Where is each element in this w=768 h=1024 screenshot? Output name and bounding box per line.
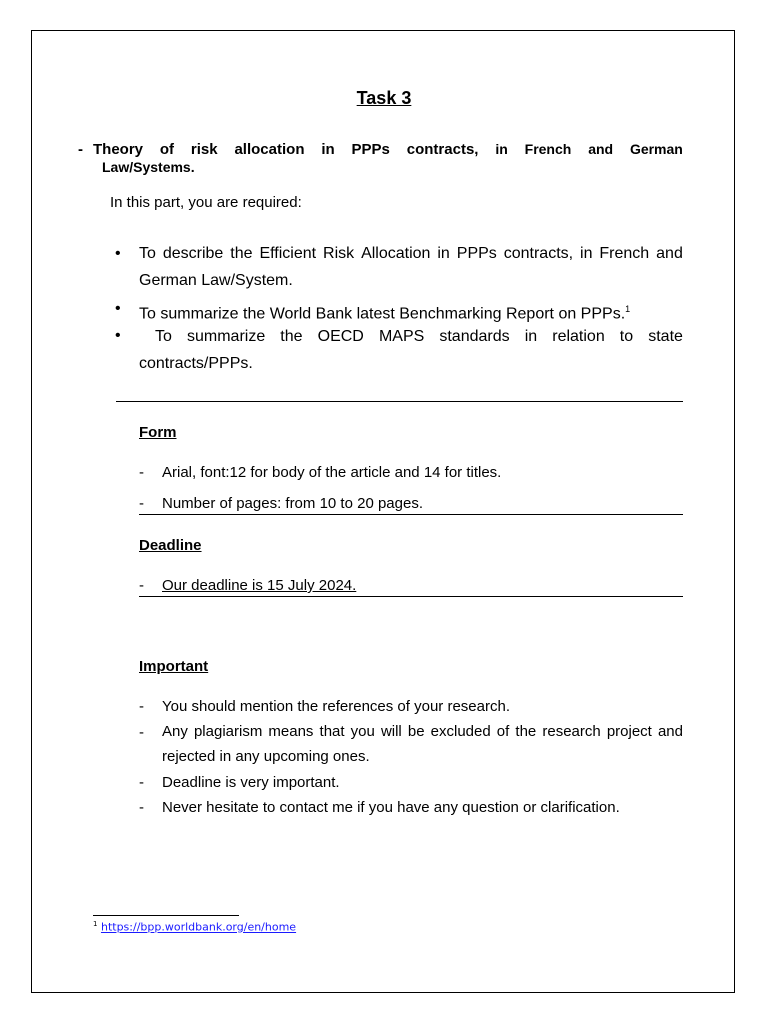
- footnote-separator: [93, 915, 239, 916]
- requirement-item-1: [139, 240, 683, 294]
- footnote-link[interactable]: https://bpp.worldbank.org/en/home: [100, 920, 297, 934]
- word: plagiarism: [193, 723, 263, 740]
- word: Risk: [323, 245, 355, 262]
- word: project: [606, 723, 652, 740]
- intro-text: In this part, you are required:: [110, 194, 302, 211]
- word: PPPs: [456, 245, 497, 262]
- requirement-item-3: [155, 323, 683, 350]
- form-underline: [139, 514, 683, 515]
- important-dash: -: [139, 698, 144, 715]
- word: and: [657, 723, 683, 740]
- word: To: [155, 328, 172, 345]
- word: state: [648, 328, 683, 345]
- word: excluded: [430, 723, 491, 740]
- footnote-number: 1: [93, 920, 98, 928]
- word: of: [496, 723, 510, 740]
- word: describe: [162, 245, 224, 262]
- word: in: [580, 245, 593, 262]
- heading-word: and: [588, 141, 614, 157]
- word: means: [268, 723, 314, 740]
- word: in: [524, 328, 538, 345]
- heading-word: in: [321, 141, 335, 158]
- heading-word: Theory: [93, 141, 144, 158]
- requirement-1-line2: German Law/System.: [139, 272, 293, 289]
- important-item-2: [162, 719, 683, 769]
- word: To: [139, 245, 156, 262]
- deadline-title: Deadline: [139, 537, 202, 554]
- word: Any: [162, 723, 188, 740]
- heading-word: French: [524, 141, 572, 157]
- important-item-1: You should mention the references of your research.: [162, 698, 510, 715]
- form-dash: -: [139, 495, 144, 512]
- word: you: [350, 723, 375, 740]
- word: MAPS: [378, 328, 425, 345]
- word: contracts,: [503, 245, 574, 262]
- word: will: [380, 723, 402, 740]
- deadline-dash: -: [139, 577, 144, 594]
- heading-dash: -: [78, 141, 83, 158]
- word: relation: [552, 328, 605, 345]
- form-item-2: Number of pages: from 10 to 20 pages.: [162, 495, 423, 512]
- important-dash: -: [139, 724, 144, 741]
- heading-word: allocation: [234, 141, 305, 158]
- section-divider: [116, 401, 683, 402]
- word: research: [542, 723, 601, 740]
- heading-word: risk: [190, 141, 218, 158]
- word: in: [437, 245, 450, 262]
- important-dash: -: [139, 799, 144, 816]
- form-item-1: Arial, font:12 for body of the article and 14 for titles.: [162, 464, 502, 481]
- bullet-icon: •: [115, 245, 121, 262]
- word: standards: [439, 328, 510, 345]
- important-2-line1: [162, 719, 683, 744]
- word: to: [619, 328, 634, 345]
- word: and: [656, 245, 683, 262]
- word: that: [319, 723, 345, 740]
- bullet-icon: •: [115, 327, 121, 344]
- footnote: [93, 920, 296, 934]
- word: Allocation: [361, 245, 431, 262]
- deadline-text: Our deadline is 15 July 2024.: [162, 577, 357, 594]
- requirement-1-line1: [139, 240, 683, 267]
- important-title: Important: [139, 658, 209, 675]
- footnote-ref[interactable]: 1: [625, 304, 631, 314]
- word: be: [407, 723, 425, 740]
- heading-line1: [93, 141, 683, 158]
- heading-word: of: [159, 141, 175, 158]
- word: French: [599, 245, 650, 262]
- word: the: [515, 723, 537, 740]
- requirement-3-line1: [155, 323, 683, 350]
- important-dash: -: [139, 774, 144, 791]
- word: OECD: [317, 328, 364, 345]
- important-item-3: Deadline is very important.: [162, 774, 340, 791]
- word: the: [280, 328, 303, 345]
- heading-line2: Law/Systems.: [102, 159, 195, 175]
- heading-word: German: [629, 141, 683, 157]
- document-title: Task 3: [356, 88, 412, 108]
- form-title: Form: [139, 424, 177, 441]
- heading-word: in: [495, 141, 508, 157]
- word: summarize: [186, 328, 266, 345]
- important-item-4: Never hesitate to contact me if you have any question or clarification.: [162, 799, 620, 816]
- word: the: [230, 245, 253, 262]
- deadline-underline: [139, 596, 683, 597]
- heading-word: contracts,: [406, 141, 479, 158]
- bullet-icon: •: [115, 300, 121, 317]
- word: Efficient: [259, 245, 317, 262]
- requirement-3-line2: contracts/PPPs.: [139, 355, 253, 372]
- heading-word: PPPs: [351, 141, 390, 158]
- form-dash: -: [139, 464, 144, 481]
- requirement-2-text: To summarize the World Bank latest Benchmarking Report on PPPs.: [139, 305, 626, 323]
- important-2-line2: rejected in any upcoming ones.: [162, 748, 370, 765]
